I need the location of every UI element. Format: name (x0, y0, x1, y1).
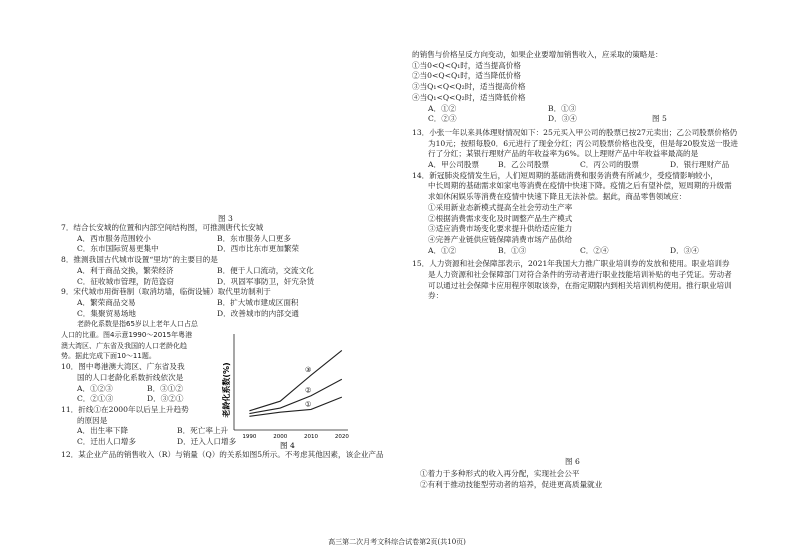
intro-line-2: 人口的比重。图4示意1990～2015年粤港 (61, 331, 193, 340)
intro-line-3: 澳大湾区、广东省及我国的人口老龄化趋 (61, 341, 187, 350)
q11-option-d: D．迁入人口增多 (177, 437, 237, 447)
q14-option-b: B．①③ (498, 245, 527, 255)
q13-option-a: A．甲公司股票 (428, 160, 480, 170)
q15-item-1: ①着力于多种形式的收入再分配，实现社会公平 (420, 469, 580, 478)
question-11-line-1: 11．折线①在2000年以后呈上升趋势 (61, 404, 189, 414)
question-7: 7．结合长安城的位置和内部空间结构图，可推测唐代长安城 (61, 223, 264, 232)
x-tick-label: 2000 (273, 434, 288, 440)
question-13-line-3: 行了分红；某银行理财产品的年收益率为6%。以上理财产品中年收益率最高的是 (428, 149, 699, 159)
question-8: 8．推测我国古代城市设置“里坊”的主要目的是 (61, 255, 218, 265)
q12-options-row1 (412, 104, 752, 115)
q13-option-c: C．丙公司的股票 (580, 160, 639, 170)
q7-options-row2 (61, 244, 396, 255)
question-14-line-3: 求如休闲娱乐等消费在疫情中快速下降且无法补偿。据此，商品零售领域应： (428, 192, 687, 202)
series-line-2 (249, 379, 341, 413)
figure-5-caption: 图 5 (652, 114, 667, 124)
figure-6-caption: 图 6 (565, 457, 580, 466)
q14-option-a: A．①② (428, 245, 457, 255)
q10-option-c: C．②①③ (77, 394, 114, 404)
q10-option-d: D．③②① (147, 394, 184, 404)
q7-option-c: C．东市国际贸易更集中 (77, 244, 159, 254)
q14-item-4: ④完善产业链供应链保障消费市场产品供给 (428, 234, 573, 244)
question-14-line-1: 14．新冠肺炎疫情发生后，人们短周期的基础消费和服务消费有所减少，受疫情影响较小， (412, 170, 718, 180)
question-15-line-1: 15．人力资源和社会保障部表示，2021年我国大力推广职业培训券的发放和使用。职业培训券 (412, 259, 730, 269)
chart-caption: 图 4 (280, 441, 295, 450)
q12-option-b: B．①③ (548, 103, 577, 113)
q13-option-d: D．银行理财产品 (670, 160, 730, 170)
q14-item-1: ①采用新业态新模式提高全社会劳动生产率 (428, 202, 573, 212)
q8-option-b: B．便于人口流动，交流文化 (217, 265, 314, 275)
question-15-line-3: 可以通过社会保障卡应用程序领取该券，在指定期限内到相关培训机构使用。推行职业培训 (428, 280, 732, 290)
q8-options-row2 (61, 277, 396, 288)
chart-y-axis-label: 老龄化系数(%) (222, 362, 231, 418)
q7-option-a: A．西市服务范围较小 (77, 233, 151, 243)
question-12: 12．某企业产品的销售收入（R）与销量（Q）的关系如图5所示。不考虑其他因素，该企业产品 (61, 449, 384, 459)
intro-line-4: 势。据此完成下面10～11题。 (61, 352, 156, 361)
question-10-line-2: 国的人口老龄化系数折线依次是 (77, 372, 184, 382)
question-13-line-2: 为10元；按照每股0．6元进行了现金分红；丙公司股票价格也没变，但是每20股发送一股进 (428, 138, 738, 148)
q14-options (412, 246, 752, 257)
q12-option-d: D．③④ (548, 114, 577, 124)
q14-option-d: D．③④ (670, 245, 699, 255)
question-10-line-1: 10．图中粤港澳大湾区、广东省及我 (61, 362, 185, 372)
q12-option-c: C．②③ (428, 114, 457, 124)
q9-options-row2 (61, 309, 396, 320)
q15-item-2: ②有利于推动技能型劳动者的培养，促进更高质量就业 (420, 479, 603, 489)
x-tick-label: 1990 (242, 434, 257, 440)
series-label-3: ③ (305, 366, 312, 375)
q7-option-d: D．西市比东市更加繁荣 (217, 244, 300, 254)
question-15-line-2: 是人力资源和社会保障部门对符合条件的劳动者进行职业技能培训补贴的电子凭证。劳动者 (428, 270, 732, 280)
q9-options-row1 (61, 298, 396, 309)
q9-option-b: B．扩大城市建成区面积 (217, 297, 299, 307)
q13-options (412, 160, 752, 171)
q9-option-a: A．繁荣商品交易 (77, 297, 136, 307)
series-label-2: ② (305, 386, 312, 395)
q14-option-c: C．②④ (580, 245, 609, 255)
q12-option-a: A．①② (428, 103, 457, 113)
question-9: 9．宋代城市用街巷制（取消坊墙，临街设铺）取代里坊制利于 (61, 287, 271, 297)
figure-3-caption: 图 3 (218, 214, 233, 223)
q10-option-b: B．③①② (147, 383, 183, 393)
q12-item-1: ①当0<Q<Q₁时，适当提高价格 (412, 60, 521, 70)
q12-item-4: ④当Q₁<Q<Q₂时，适当降低价格 (412, 92, 526, 102)
aging-coefficient-line-chart (220, 330, 350, 450)
series-label-1: ① (305, 400, 312, 409)
q8-option-a: A．利于商品交换，繁荣经济 (77, 265, 174, 275)
q10-option-a: A．①②③ (77, 383, 113, 393)
question-14-line-2: 中长周期的基础需求如家电等消费在疫情中快速下降。疫情之后有望补偿，短周期的升级需 (428, 181, 732, 191)
right-column (412, 50, 752, 302)
q14-item-3: ③适应消费市场变化要求提升供给适应能力 (428, 224, 573, 234)
q9-option-d: D．改善城市的内部交通 (217, 308, 300, 318)
q13-option-b: B．乙公司股票 (498, 160, 550, 170)
q11-option-c: C．迁出人口增多 (77, 437, 136, 447)
q9-option-c: C．集聚贸易场地 (77, 308, 136, 318)
q14-item-2: ②根据消费需求变化及时调整产品生产模式 (428, 213, 573, 223)
q7-options-row1 (61, 234, 396, 245)
q8-option-c: C．征收城市管理，防范盗窃 (77, 276, 174, 286)
q8-option-d: D．巩固军事防卫，奸宄杂赁 (217, 276, 315, 286)
question-15-line-4: 券： (428, 291, 444, 301)
q12-item-2: ②当0<Q<Q₁时，适当降低价格 (412, 71, 521, 81)
x-tick-label: 2020 (334, 434, 349, 440)
x-tick-label: 2010 (304, 434, 319, 440)
question-13-line-1: 13．小张一年以来具体理财情况如下：25元买入甲公司的股票已按27元卖出；乙公司股票价格仍 (412, 127, 738, 137)
q12-options-row2 (412, 114, 752, 125)
q8-options-row1 (61, 266, 396, 277)
question-11-line-2: 的原因是 (77, 415, 108, 425)
q15-items (420, 469, 602, 490)
q7-option-b: B．东市服务人口更多 (217, 233, 291, 243)
intro-line-1: 老龄化系数是指65岁以上老年人口占总 (77, 320, 198, 329)
page-footer: 高三第二次月考文科综合试卷第2页(共10页) (328, 538, 466, 546)
q11-option-a: A．出生率下降 (77, 426, 129, 436)
q11-option-b: B．死亡率上升 (177, 426, 229, 436)
question-12-continued: 的销售与价格呈反方向变动，如果企业要增加销售收入，应采取的策略是： (412, 50, 663, 59)
q12-item-3: ③当Q₁<Q<Q₂时，适当提高价格 (412, 82, 526, 92)
